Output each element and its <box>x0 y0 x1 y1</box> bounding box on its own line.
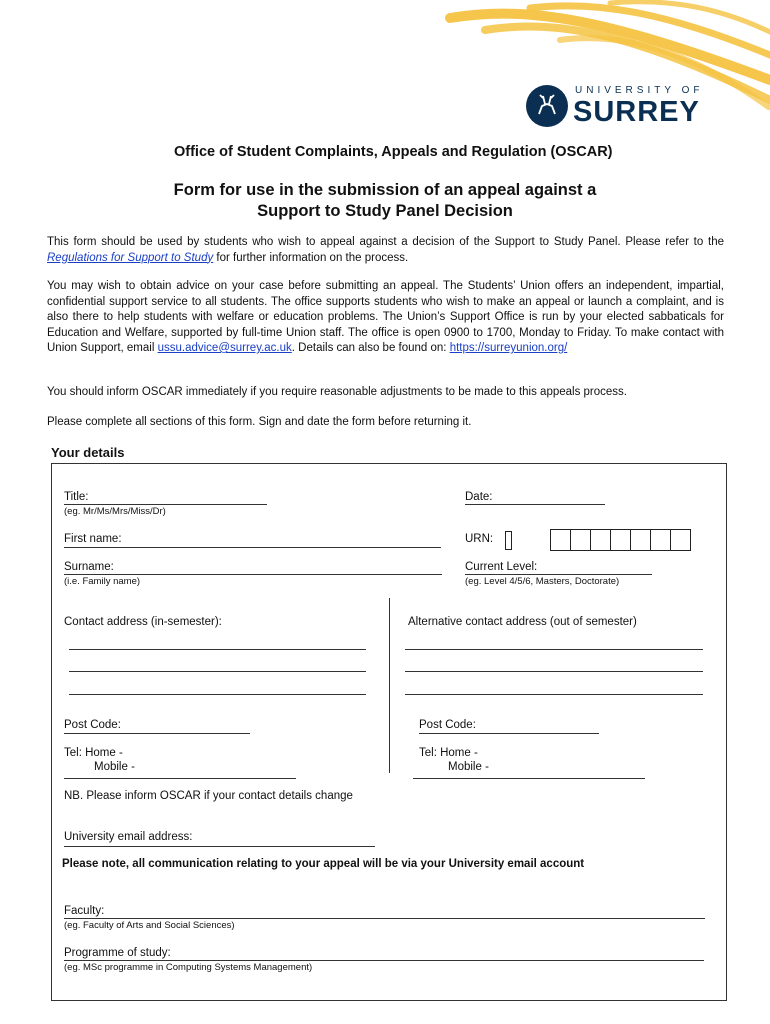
contact-address-line-2[interactable] <box>69 671 366 672</box>
urn-cell[interactable] <box>670 529 691 551</box>
form-title-line-1: Form for use in the submission of an appeal against a <box>173 181 597 199</box>
alt-tel-mobile-label: Mobile - <box>448 761 489 773</box>
address-divider <box>389 598 390 773</box>
urn-cell[interactable] <box>610 529 631 551</box>
faculty-field[interactable] <box>64 918 705 919</box>
level-label: Current Level: <box>465 561 538 573</box>
p2-text-a: You may wish to obtain advice on your case before submitting an appeal. The Students’ Union offers an independent, impartial, confidential support service to all students. The office supports students who wish to make an appeal or launch a complaint, and is also there to help students with welfare or education problems. The Union’s Support Office is run by your elected sabbaticals for Education and Welfare, supported by full-time Union staff. The office is open 0900 to 1700, Monday to Friday. To make contact with Union Support, email <box>47 280 724 354</box>
date-label: Date: <box>465 491 493 503</box>
urn-cell[interactable] <box>630 529 651 551</box>
alt-postcode-field[interactable] <box>419 733 599 734</box>
tel-home-label: Tel: Home - <box>64 747 123 759</box>
university-email-field[interactable] <box>64 846 375 847</box>
urn-cell[interactable] <box>550 529 571 551</box>
alt-contact-address-label: Alternative contact address (out of semester) <box>408 616 637 628</box>
level-hint: (eg. Level 4/5/6, Masters, Doctorate) <box>465 576 620 587</box>
intro-paragraph-2 <box>47 279 724 357</box>
form-title <box>100 180 670 222</box>
urn-cell[interactable] <box>570 529 591 551</box>
alt-address-line-2[interactable] <box>405 671 703 672</box>
surname-label: Surname: <box>64 561 114 573</box>
surname-field[interactable] <box>64 574 442 575</box>
form-title-line-2: Support to Study Panel Decision <box>257 202 513 220</box>
logo-surrey: SURREY <box>573 96 700 128</box>
contact-address-line-3[interactable] <box>69 694 366 695</box>
logo-university-of: UNIVERSITY OF <box>575 85 704 96</box>
title-field[interactable] <box>64 504 267 505</box>
programme-hint: (eg. MSc programme in Computing Systems Management) <box>64 962 313 973</box>
postcode-label: Post Code: <box>64 719 121 731</box>
urn-label: URN: <box>465 533 494 545</box>
surname-hint: (i.e. Family name) <box>64 576 141 587</box>
tel-field[interactable] <box>64 778 296 779</box>
intro-paragraph-1 <box>47 235 724 266</box>
contact-address-line-1[interactable] <box>69 649 366 650</box>
tel-mobile-label: Mobile - <box>94 761 135 773</box>
first-name-label: First name: <box>64 533 122 545</box>
urn-input-cells[interactable] <box>551 529 691 551</box>
alt-tel-field[interactable] <box>413 778 645 779</box>
office-heading: Office of Student Complaints, Appeals and Regulation (OSCAR) <box>174 144 613 160</box>
title-hint: (eg. Mr/Ms/Mrs/Miss/Dr) <box>64 506 166 517</box>
intro-paragraph-3: You should inform OSCAR immediately if you require reasonable adjustments to be made to this appeals process. <box>47 386 627 398</box>
alt-tel-home-label: Tel: Home - <box>419 747 478 759</box>
email-communication-note: Please note, all communication relating to your appeal will be via your University email account <box>62 858 585 870</box>
first-name-field[interactable] <box>64 547 441 548</box>
date-field[interactable] <box>465 504 605 505</box>
urn-cell[interactable] <box>590 529 611 551</box>
surreyunion-link[interactable]: https://surreyunion.org/ <box>449 342 568 354</box>
title-label: Title: <box>64 491 89 503</box>
programme-field[interactable] <box>64 960 704 961</box>
urn-prefix-box <box>505 531 512 550</box>
contact-address-label: Contact address (in-semester): <box>64 616 222 628</box>
faculty-label: Faculty: <box>64 905 105 917</box>
intro-paragraph-4: Please complete all sections of this form. Sign and date the form before returning it. <box>47 416 472 428</box>
level-field[interactable] <box>465 574 652 575</box>
p1-text-b: for further information on the process. <box>213 251 409 264</box>
ussu-email-link[interactable]: ussu.advice@surrey.ac.uk <box>157 342 292 354</box>
university-email-label: University email address: <box>64 831 193 843</box>
stag-crest-icon <box>525 84 569 128</box>
urn-cell[interactable] <box>650 529 671 551</box>
alt-postcode-label: Post Code: <box>419 719 476 731</box>
regulations-link[interactable]: Regulations for Support to Study <box>47 251 214 264</box>
alt-address-line-1[interactable] <box>405 649 703 650</box>
alt-address-line-3[interactable] <box>405 694 703 695</box>
p1-text-a: This form should be used by students who wish to appeal against a decision of the Support to Study Panel. Please refer to the <box>47 236 724 248</box>
programme-label: Programme of study: <box>64 947 171 959</box>
university-logo <box>525 82 705 132</box>
contact-change-note: NB. Please inform OSCAR if your contact details change <box>64 790 353 802</box>
faculty-hint: (eg. Faculty of Arts and Social Sciences) <box>64 920 235 931</box>
p2-text-b: . Details can also be found on: <box>291 342 450 354</box>
postcode-field[interactable] <box>64 733 250 734</box>
your-details-heading: Your details <box>51 445 125 460</box>
